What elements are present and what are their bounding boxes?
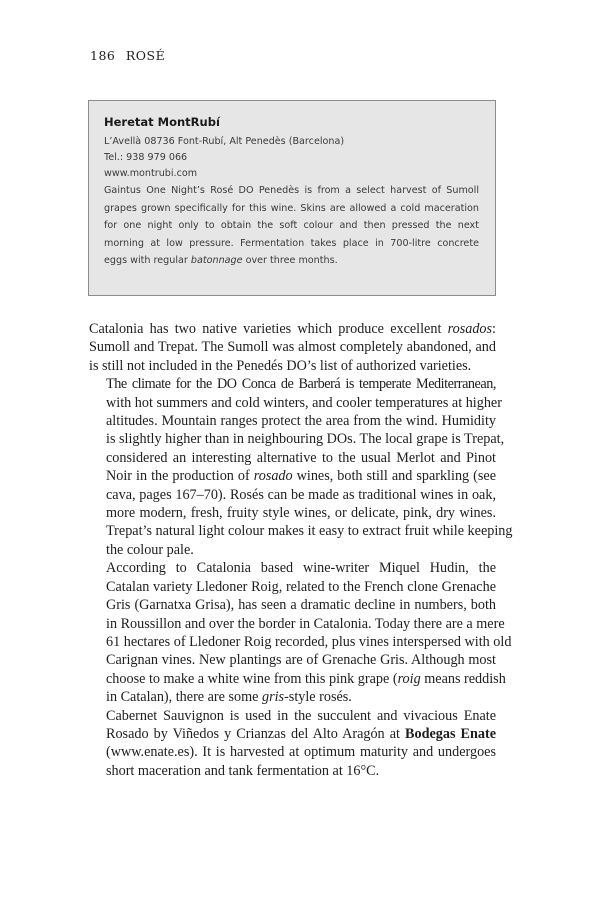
- page-number: 186: [90, 48, 116, 63]
- producer-phone: Tel.: 938 979 066: [104, 152, 188, 163]
- paragraph-lledoner-roig: According to Catalonia based wine-writer Miquel Hudin, the Catalan variety Lledoner Roig, related to the French clone Grenache Gris (Garnatxa Grisa), has seen a dramatic decline in numbers, both in Roussillon and over the border in Catalonia. Today there are a mere 61 hectares of Lledoner Roig recorded, plus vines interspersed with old Carignan vines. New plantings are of Grenache Gris. Although most choose to make a white wine from this pink grape (roig means reddish in Catalan), there are some gris-style rosés.: [106, 560, 512, 706]
- description-line: Gaintus One Night’s Rosé DO Penedès is from a select harvest of Sumoll: [104, 185, 479, 196]
- producer-address: L’Avellà 08736 Font-Rubí, Alt Penedès (Barcelona): [104, 136, 345, 147]
- producer-info-box: [88, 100, 496, 296]
- body-text: [89, 320, 513, 780]
- bodegas-enate-name: Bodegas Enate: [405, 725, 497, 742]
- description-line: for one night only to obtain the soft colour and then pressed the next: [104, 220, 479, 232]
- section-title: ROSÉ: [125, 48, 166, 63]
- description-line: morning at low pressure. Fermentation takes place in 700-litre concrete: [104, 237, 479, 249]
- paragraph-enate: Cabernet Sauvignon is used in the succulent and vivacious Enate Rosado by Viñedos y Crianzas del Alto Aragón at Bodegas Enate (www.enate.es). It is harvested at optimum maturity and undergoes short maceration and tank fermentation at 16°C.: [106, 707, 497, 779]
- producer-website: www.montrubi.com: [104, 168, 198, 179]
- paragraph-native-varieties: Catalonia has two native varieties which produce excellent rosados: Sumoll and Trepat. The Sumoll was almost completely abandoned, and is still not included in the Penedés DO’s list of authorized varieties.: [89, 321, 496, 374]
- paragraph-conca-de-barbera: The climate for the DO Conca de Barberá is temperate Mediterranean, with hot summers and cold winters, and cooler temperatures at higher altitudes. Mountain ranges protect the area from the wind. Humidity is slightly higher than in neighbouring DOs. The local grape is Trepat, considered an interesting alternative to the usual Merlot and Pinot Noir in the production of rosado wines, both still and sparkling (see cava, pages 167–70). Rosés can be made as traditional wines in oak, more modern, fresh, fruity style wines, or delicate, pink, dry wines. Trepat’s natural light colour makes it easy to extract fruit while keeping the colour pale.: [106, 376, 513, 558]
- producer-name: Heretat MontRubí: [104, 115, 220, 129]
- description-line: grapes grown specifically for this wine. Skins are allowed a cold maceration: [104, 202, 479, 214]
- description-line: eggs with regular batonnage over three months.: [104, 255, 338, 267]
- producer-description: [104, 182, 479, 270]
- running-header: [90, 48, 165, 63]
